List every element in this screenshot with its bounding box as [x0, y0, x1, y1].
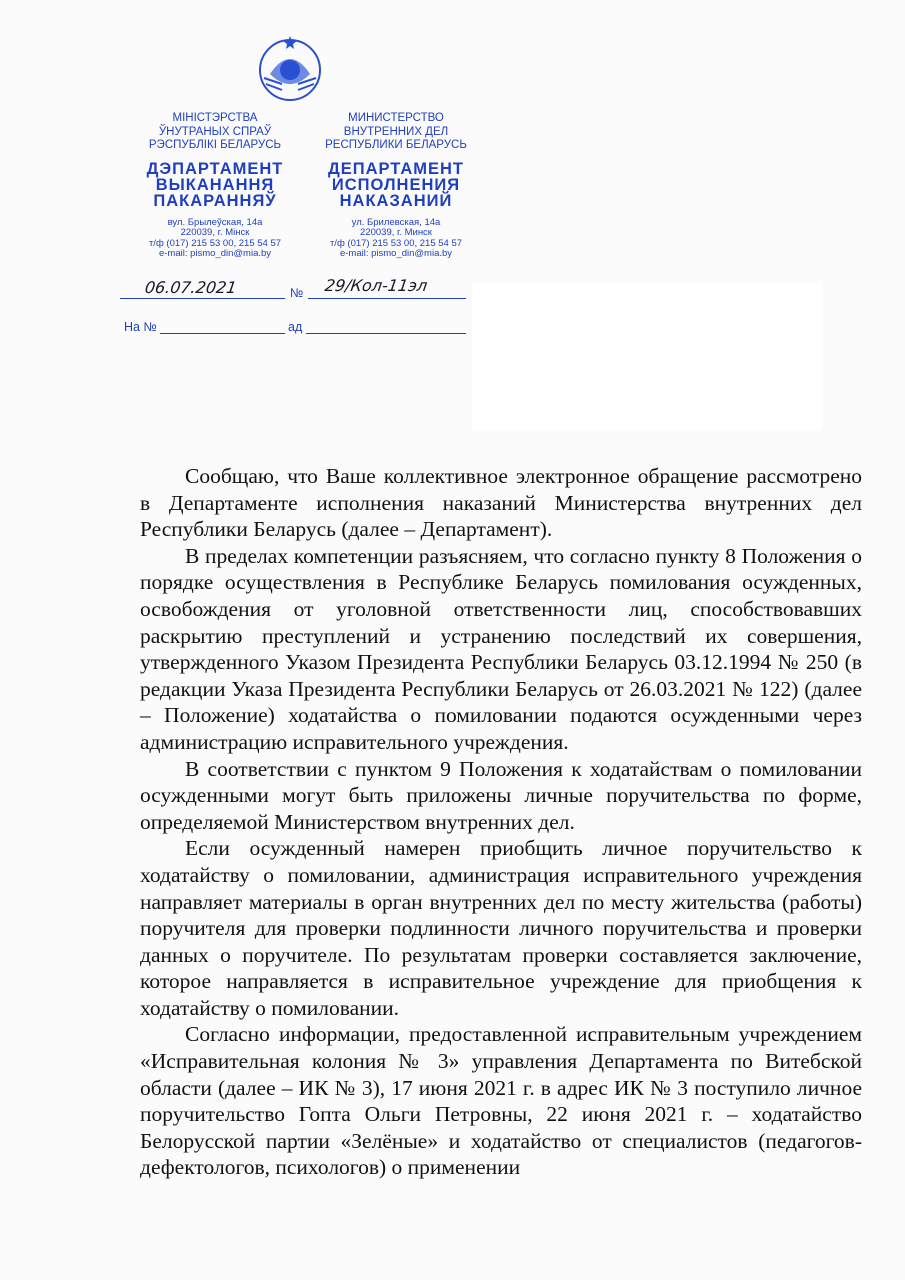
address-line: ул. Брилевская, 14а — [351, 216, 441, 228]
ministry-line: ВНУТРЕННИХ ДЕЛ — [343, 125, 449, 138]
ministry-line: МИНИСТЕРСТВО — [348, 112, 444, 124]
paragraph: Согласно информации, предоставленной исправительным учреждением «Исправительная колония № 3» управления Департамента по Витебской области (далее – ИК № 3), 17 июня 2021 г. в адрес ИК № 3 поступило личное поручительство Гопта Ольги Петровны, 22 июня 2021 г. – ходатайство Белорусской партии «Зелёные» и ходатайство от специалистов (педагогов-дефектологов, психологов) о применении — [140, 1022, 862, 1180]
letterhead-russian — [296, 112, 496, 260]
redacted-addressee-block — [472, 283, 822, 431]
department-name-ru — [296, 161, 496, 209]
from-underline — [306, 333, 466, 334]
address-line: т/ф (017) 215 53 00, 215 54 57 — [329, 237, 463, 249]
document-number: 29/Кол-11эл — [323, 276, 429, 295]
paragraph: В соответствии с пунктом 9 Положения к ходатайствам о помиловании осужденными могут быть приложены личные поручительства по форме, определяемой Министерством внутренних дел. — [140, 756, 862, 834]
ministry-line: РЭСПУБЛІКІ БЕЛАРУСЬ — [148, 139, 282, 151]
address-line: 220039, г. Минск — [360, 227, 432, 238]
coat-of-arms-emblem — [256, 34, 324, 102]
address-line: e-mail: pismo_din@mia.by — [339, 248, 453, 259]
letterhead-belarusian — [115, 112, 315, 260]
department-line: ДЕПАРТАМЕНТ — [327, 159, 465, 178]
reply-underline — [160, 333, 285, 334]
date-underline — [120, 298, 285, 299]
address-line: e-mail: pismo_din@mia.by — [158, 248, 272, 259]
department-line: ИСПОЛНЕНИЯ — [331, 175, 461, 194]
paragraph: Сообщаю, что Ваше коллективное электронное обращение рассмотрено в Департаменте исполнения наказаний Министерства внутренних дел Республики Беларусь (далее – Департамент). — [140, 464, 862, 542]
ministry-name-ru — [296, 112, 496, 153]
paragraph: Если осужденный намерен приобщить личное поручительство к ходатайству о помиловании, администрация исправительного учреждения направляет материалы в орган внутренних дел по месту жительства (работы) поручителя для проверки подлинности личного поручительства и проверки данных о поручителе. По результатам проверки составляется заключение, которое направляется в исправительное учреждение для приобщения к ходатайству о помиловании. — [140, 836, 862, 1020]
address-ru — [296, 218, 496, 260]
number-underline — [308, 298, 466, 299]
department-line: ПАКАРАННЯЎ — [153, 191, 277, 210]
ministry-line: МІНІСТЭРСТВА — [172, 112, 258, 124]
number-label: № — [290, 286, 304, 300]
department-line: ВЫКАНАННЯ — [155, 175, 275, 194]
letter-body — [140, 463, 862, 1181]
address-line: т/ф (017) 215 53 00, 215 54 57 — [148, 237, 282, 249]
address-line: вул. Брылеўская, 14а — [167, 216, 263, 228]
department-line: НАКАЗАНИЙ — [339, 191, 453, 210]
address-line: 220039, г. Мінск — [180, 227, 250, 238]
document-date: 06.07.2021 — [143, 278, 238, 297]
from-label: ад — [288, 320, 303, 334]
reply-to-label: На № — [124, 320, 157, 334]
ministry-line: РЕСПУБЛИКИ БЕЛАРУСЬ — [325, 139, 467, 151]
ministry-line: ЎНУТРАНЫХ СПРАЎ — [158, 125, 272, 138]
ministry-name-by — [115, 112, 315, 153]
address-by — [115, 218, 315, 260]
paragraph: В пределах компетенции разъясняем, что согласно пункту 8 Положения о порядке осуществления в Республике Беларусь помилования осужденных, освобождения от уголовной ответственности лиц, способствовавших раскрытию преступлений и устранению последствий их совершения, утвержденного Указом Президента Республики Беларусь 03.12.1994 № 250 (в редакции Указа Президента Республики Беларусь от 26.03.2021 № 122) (далее – Положение) ходатайства о помиловании подаются осужденными через администрацию исправительного учреждения. — [140, 543, 862, 754]
department-line: ДЭПАРТАМЕНТ — [146, 159, 284, 178]
department-name-by — [115, 161, 315, 209]
